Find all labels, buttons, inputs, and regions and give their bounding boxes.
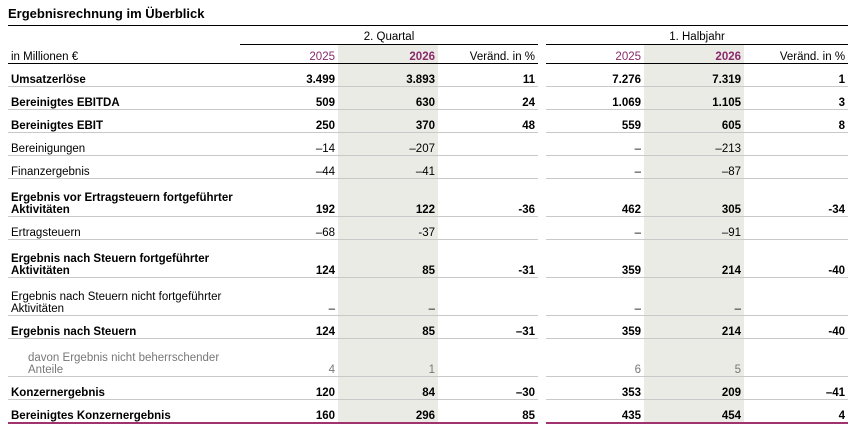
table-row xyxy=(8,133,848,156)
cell-q-2025: 160 xyxy=(240,400,338,424)
cell-h-chg xyxy=(744,133,848,156)
table-body xyxy=(8,64,848,424)
cell-q-chg: 11 xyxy=(438,64,538,87)
cell-h-2025: – xyxy=(546,133,644,156)
cell-q-chg: 48 xyxy=(438,110,538,133)
row-label: Bereinigtes EBIT xyxy=(8,110,240,133)
table-row xyxy=(8,64,848,87)
row-label: Konzernergebnis xyxy=(8,377,240,400)
table-row xyxy=(8,377,848,400)
cell-q-chg xyxy=(438,156,538,179)
cell-h-2025: 7.276 xyxy=(546,64,644,87)
cell-h-chg xyxy=(744,217,848,240)
cell-q-2026: 122 xyxy=(338,179,438,217)
cell-h-2025: 1.069 xyxy=(546,87,644,110)
cell-q-2025: –44 xyxy=(240,156,338,179)
cell-q-2026: – xyxy=(338,278,438,316)
cell-q-2026: 3.893 xyxy=(338,64,438,87)
table-row xyxy=(8,316,848,339)
cell-q-2025: 120 xyxy=(240,377,338,400)
cell-h-2025: 359 xyxy=(546,240,644,278)
cell-h-chg: -34 xyxy=(744,179,848,217)
cell-q-2025: 509 xyxy=(240,87,338,110)
table-row xyxy=(8,339,848,377)
group-header-row xyxy=(8,29,848,45)
row-label: Bereinigtes Konzernergebnis xyxy=(8,400,240,424)
cell-h-2026: –91 xyxy=(644,217,744,240)
cell-q-2026: 370 xyxy=(338,110,438,133)
row-label: Bereinigungen xyxy=(8,133,240,156)
table-row xyxy=(8,400,848,424)
cell-q-chg xyxy=(438,217,538,240)
cell-q-2026: –207 xyxy=(338,133,438,156)
table-row xyxy=(8,110,848,133)
table-row xyxy=(8,156,848,179)
cell-q-chg: -31 xyxy=(438,240,538,278)
cell-q-chg: 85 xyxy=(438,400,538,424)
table-row xyxy=(8,87,848,110)
cell-h-2025: – xyxy=(546,217,644,240)
col-header-q-change: Veränd. in % xyxy=(438,45,538,64)
cell-h-2025: 462 xyxy=(546,179,644,217)
group-header-h1: 1. Halbjahr xyxy=(546,29,848,45)
cell-q-2025: 4 xyxy=(240,339,338,377)
cell-q-2025: 250 xyxy=(240,110,338,133)
cell-q-2026: -37 xyxy=(338,217,438,240)
page-title: Ergebnisrechnung im Überblick xyxy=(8,6,205,21)
cell-h-2026: 1.105 xyxy=(644,87,744,110)
cell-h-2026: 454 xyxy=(644,400,744,424)
cell-h-2025: 359 xyxy=(546,316,644,339)
col-header-h-change: Veränd. in % xyxy=(744,45,848,64)
cell-q-2026: 1 xyxy=(338,339,438,377)
unit-label: in Millionen € xyxy=(8,45,240,64)
cell-q-chg: –31 xyxy=(438,316,538,339)
row-label: Ergebnis nach Steuern xyxy=(8,316,240,339)
cell-h-2026: 5 xyxy=(644,339,744,377)
cell-h-2026: 305 xyxy=(644,179,744,217)
cell-h-chg: 8 xyxy=(744,110,848,133)
cell-q-2026: 85 xyxy=(338,240,438,278)
row-label: davon Ergebnis nicht beherrschender Anteile xyxy=(8,339,240,377)
row-label: Bereinigtes EBITDA xyxy=(8,87,240,110)
cell-q-chg: 24 xyxy=(438,87,538,110)
cell-h-chg xyxy=(744,278,848,316)
cell-h-2025: 353 xyxy=(546,377,644,400)
cell-q-2025: –14 xyxy=(240,133,338,156)
cell-h-chg: –41 xyxy=(744,377,848,400)
cell-q-2026: –41 xyxy=(338,156,438,179)
row-label: Ergebnis vor Ertragsteuern fortgeführter Aktivitäten xyxy=(8,179,240,217)
cell-h-chg: -40 xyxy=(744,316,848,339)
col-header-q-2026: 2026 xyxy=(338,45,438,64)
cell-h-2026: 214 xyxy=(644,316,744,339)
cell-h-2026: 209 xyxy=(644,377,744,400)
cell-h-2026: –87 xyxy=(644,156,744,179)
group-header-q2: 2. Quartal xyxy=(240,29,538,45)
row-label: Umsatzerlöse xyxy=(8,64,240,87)
cell-h-2025: – xyxy=(546,156,644,179)
table-row xyxy=(8,179,848,217)
row-label: Ergebnis nach Steuern nicht fortgeführter Aktivitäten xyxy=(8,278,240,316)
col-header-h-2026: 2026 xyxy=(644,45,744,64)
cell-q-2025: 192 xyxy=(240,179,338,217)
cell-h-2025: 6 xyxy=(546,339,644,377)
col-header-q-2025: 2025 xyxy=(240,45,338,64)
cell-h-2026: – xyxy=(644,278,744,316)
cell-q-2025: 124 xyxy=(240,240,338,278)
cell-q-2026: 630 xyxy=(338,87,438,110)
row-label: Ertragsteuern xyxy=(8,217,240,240)
cell-q-2025: 124 xyxy=(240,316,338,339)
cell-h-2026: 214 xyxy=(644,240,744,278)
cell-h-chg xyxy=(744,339,848,377)
cell-h-chg xyxy=(744,156,848,179)
cell-q-2026: 85 xyxy=(338,316,438,339)
income-statement-table xyxy=(8,29,848,424)
cell-q-2025: –68 xyxy=(240,217,338,240)
cell-h-2025: – xyxy=(546,278,644,316)
cell-h-chg: 3 xyxy=(744,87,848,110)
cell-h-2026: 605 xyxy=(644,110,744,133)
table-row xyxy=(8,217,848,240)
cell-q-chg: –30 xyxy=(438,377,538,400)
cell-h-2025: 559 xyxy=(546,110,644,133)
cell-q-chg xyxy=(438,133,538,156)
cell-h-2026: 7.319 xyxy=(644,64,744,87)
cell-h-chg: -40 xyxy=(744,240,848,278)
cell-h-chg: 4 xyxy=(744,400,848,424)
cell-h-2025: 435 xyxy=(546,400,644,424)
column-header-row xyxy=(8,45,848,64)
row-label: Ergebnis nach Steuern fortgeführter Aktivitäten xyxy=(8,240,240,278)
table-row xyxy=(8,278,848,316)
col-header-h-2025: 2025 xyxy=(546,45,644,64)
cell-q-chg xyxy=(438,339,538,377)
cell-q-2026: 84 xyxy=(338,377,438,400)
cell-q-2026: 296 xyxy=(338,400,438,424)
cell-q-chg xyxy=(438,278,538,316)
title-rule xyxy=(8,25,848,26)
cell-h-2026: –213 xyxy=(644,133,744,156)
cell-h-chg: 1 xyxy=(744,64,848,87)
cell-q-2025: – xyxy=(240,278,338,316)
cell-q-2025: 3.499 xyxy=(240,64,338,87)
cell-q-chg: -36 xyxy=(438,179,538,217)
row-label: Finanzergebnis xyxy=(8,156,240,179)
table-row xyxy=(8,240,848,278)
